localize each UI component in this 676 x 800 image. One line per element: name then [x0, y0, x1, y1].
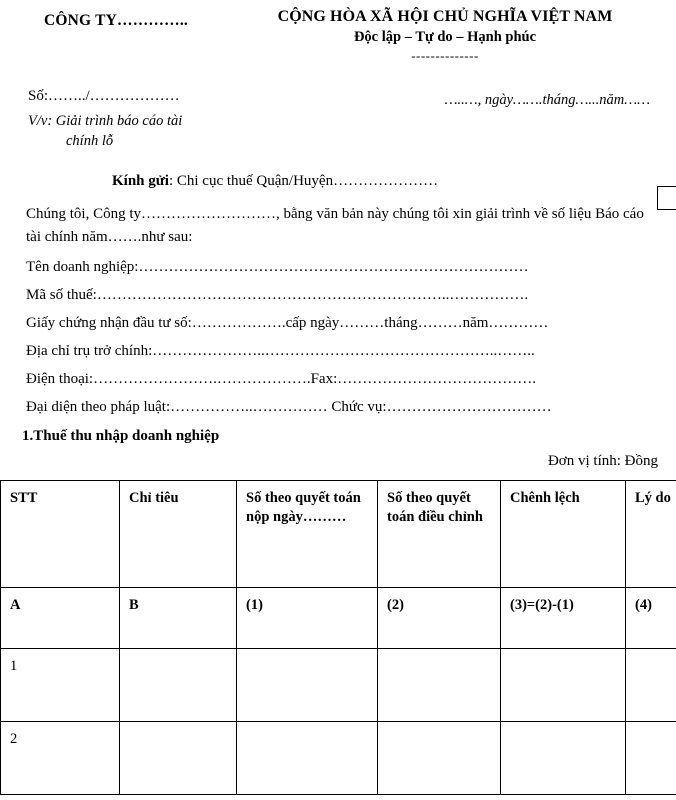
recipient-value: : Chi cục thuế Quận/Huyện………………… — [168, 173, 439, 190]
field-legal-representative: Đại diện theo pháp luật:……………..…………… Chức vụ:…………………………… — [26, 399, 552, 416]
table-cell-reason[interactable] — [626, 722, 676, 795]
reference-row — [0, 88, 676, 151]
company-name: CÔNG TY………….. — [44, 12, 188, 29]
table-row[interactable] — [1, 722, 676, 795]
right-edge-marker — [657, 186, 676, 210]
national-motto: Độc lập – Tự do – Hạnh phúc — [353, 29, 537, 45]
table-header-difference: Chênh lệch — [501, 481, 626, 588]
table-header-criteria: Chỉ tiêu — [120, 481, 237, 588]
recipient-line — [0, 173, 676, 190]
table-cell-reason[interactable] — [626, 649, 676, 722]
table-header-adjusted-amount: Số theo quyết toán điều chỉnh — [378, 481, 501, 588]
motto-divider: -------------- — [411, 48, 479, 63]
table-key-4: (4) — [626, 588, 676, 649]
reference-left — [28, 88, 358, 151]
table-column-key-row — [1, 588, 676, 649]
table-key-2: (2) — [378, 588, 501, 649]
table-cell-adjusted-amount[interactable] — [378, 649, 501, 722]
field-tax-code: Mã số thuế:……………………………………………………………..……………. — [26, 287, 529, 304]
table-key-3: (3)=(2)-(1) — [501, 588, 626, 649]
table-cell-filed-amount[interactable] — [237, 649, 378, 722]
document-header — [0, 0, 676, 64]
national-title: CỘNG HÒA XÃ HỘI CHỦ NGHĨA VIỆT NAM — [277, 8, 613, 25]
table-header-reason: Lý do — [626, 481, 676, 588]
place-and-date: …..…, ngày…….tháng…...năm…… — [444, 92, 650, 108]
table-cell-difference[interactable] — [501, 649, 626, 722]
table-header-filed-amount: Số theo quyết toán nộp ngày……… — [237, 481, 378, 588]
field-investment-certificate: Giấy chứng nhận đầu tư số:……………….cấp ngày………tháng………năm………… — [26, 315, 549, 332]
table-cell-filed-amount[interactable] — [237, 722, 378, 795]
reference-subject-line2: chính lỗ — [66, 132, 114, 149]
table-cell-criteria[interactable] — [120, 722, 237, 795]
reference-number: Số:……../……………… — [28, 88, 180, 104]
field-head-office-address: Địa chỉ trụ trở chính:…………………..………………………………………..…….. — [26, 343, 535, 360]
field-phone-fax: Điện thoại:…………………….……………….Fax:…………………………………. — [26, 371, 536, 388]
header-left-block — [0, 8, 232, 30]
table-key-1: (1) — [237, 588, 378, 649]
table-header-row — [1, 481, 676, 588]
table-cell-stt[interactable]: 2 — [1, 722, 120, 795]
reference-subject — [28, 112, 358, 151]
field-company-name: Tên doanh nghiệp:…………………………………………………………………… — [26, 259, 529, 276]
table-key-a: A — [1, 588, 120, 649]
unit-of-measure: Đơn vị tính: Đồng — [547, 453, 658, 470]
recipient-label: Kính gửi — [112, 173, 169, 190]
adjustment-table — [0, 480, 676, 795]
intro-paragraph: Chúng tôi, Công ty………………………, bằng văn bản này chúng tôi xin giải trình về số liệu Báo cáo tài chính năm…….như sau: — [26, 206, 644, 245]
table-key-b: B — [120, 588, 237, 649]
table-cell-difference[interactable] — [501, 722, 626, 795]
reference-subject-line1: V/v: Giải trình báo cáo tài — [28, 113, 183, 129]
table-cell-adjusted-amount[interactable] — [378, 722, 501, 795]
table-row[interactable] — [1, 649, 676, 722]
table-cell-criteria[interactable] — [120, 649, 237, 722]
table-header-stt: STT — [1, 481, 120, 588]
header-right-block — [232, 8, 676, 64]
section-title-corporate-income-tax: 1.Thuế thu nhập doanh nghiệp — [22, 428, 220, 445]
table-cell-stt[interactable]: 1 — [1, 649, 120, 722]
